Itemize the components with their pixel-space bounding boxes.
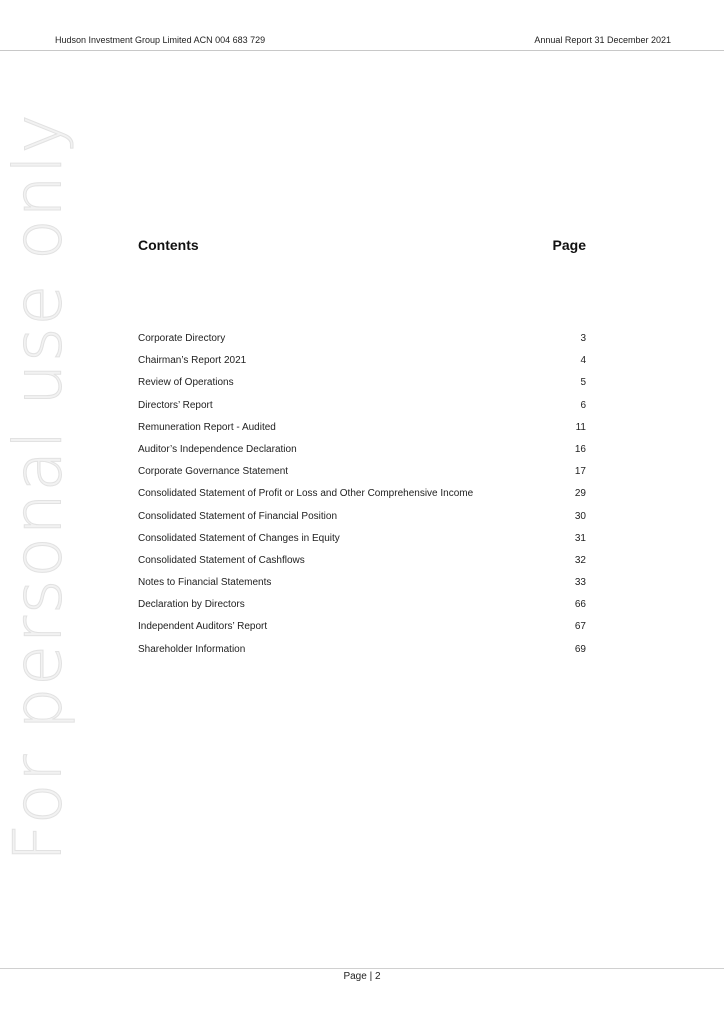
toc-entry-label: Consolidated Statement of Financial Position xyxy=(138,510,338,522)
toc-entry xyxy=(138,466,586,488)
header-divider xyxy=(0,50,724,51)
toc-entry-label: Independent Auditors’ Report xyxy=(138,621,268,633)
toc-entry-page: 30 xyxy=(574,510,586,522)
toc-entry-label: Notes to Financial Statements xyxy=(138,577,272,589)
toc-entry xyxy=(138,377,586,399)
toc-entry-page: 67 xyxy=(574,621,586,633)
toc-entry xyxy=(138,333,586,355)
toc-entry-page: 3 xyxy=(580,333,586,344)
toc-entry-page: 29 xyxy=(574,488,586,500)
header-company-name: Hudson Investment Group Limited ACN 004 683 729 xyxy=(55,35,266,45)
toc-entry-page: 33 xyxy=(574,577,586,589)
page-column-heading: Page xyxy=(552,237,586,253)
toc-entry-page: 6 xyxy=(580,399,586,411)
toc-entry-label: Corporate Governance Statement xyxy=(138,466,289,478)
toc-entry xyxy=(138,444,586,466)
toc-entry-page: 69 xyxy=(574,643,586,655)
toc-entry xyxy=(138,400,586,422)
toc-entry-page: 31 xyxy=(574,532,586,544)
toc-entry xyxy=(138,644,586,666)
toc-entry-label: Chairman’s Report 2021 xyxy=(138,355,247,367)
footer-divider xyxy=(0,968,724,969)
toc-entry-label: Consolidated Statement of Cashflows xyxy=(138,554,305,566)
toc-entry xyxy=(138,533,586,555)
toc-entry-page: 11 xyxy=(575,421,586,433)
toc-entry xyxy=(138,355,586,377)
toc-entry xyxy=(138,577,586,599)
toc-entry-label: Shareholder Information xyxy=(138,643,246,655)
toc-entry-label: Directors’ Report xyxy=(138,399,213,411)
toc-entry xyxy=(138,511,586,533)
toc-entry-page: 4 xyxy=(580,355,586,367)
toc-entry-label: Review of Operations xyxy=(138,377,234,389)
toc-entry-label: Consolidated Statement of Changes in Equity xyxy=(138,532,340,544)
toc-entry-label: Auditor’s Independence Declaration xyxy=(138,443,297,455)
toc-entry-label: Remuneration Report - Audited xyxy=(138,421,276,433)
header-report-title: Annual Report 31 December 2021 xyxy=(534,35,671,45)
toc-entry xyxy=(138,599,586,621)
toc-entry-page: 66 xyxy=(574,599,586,611)
watermark: For personal use only xyxy=(0,112,77,862)
toc-entry-page: 17 xyxy=(574,466,586,478)
contents-title: Contents xyxy=(138,237,199,253)
toc-entry-label: Declaration by Directors xyxy=(138,599,245,611)
toc-entry xyxy=(138,488,586,510)
toc-entry xyxy=(138,621,586,643)
footer-page-number: Page | 2 xyxy=(343,971,381,982)
toc-entry-page: 32 xyxy=(574,554,586,566)
toc-entry-label: Corporate Directory xyxy=(138,333,226,344)
toc-entry xyxy=(138,422,586,444)
toc-entry xyxy=(138,555,586,577)
toc-entry-page: 5 xyxy=(580,377,586,389)
toc-entry-label: Consolidated Statement of Profit or Loss and Other Comprehensive Income xyxy=(138,488,474,500)
toc-entry-page: 16 xyxy=(574,443,586,455)
table-of-contents xyxy=(138,333,586,666)
